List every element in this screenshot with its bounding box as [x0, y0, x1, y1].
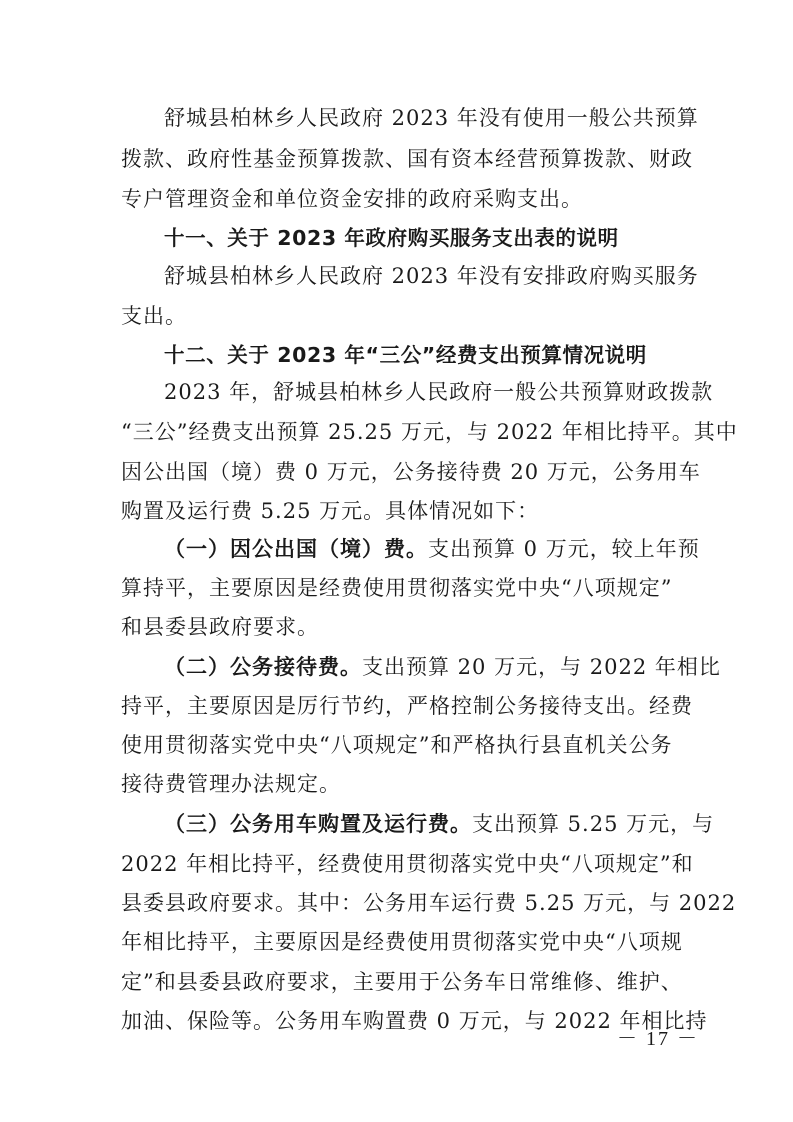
- paragraph-text: 加油、保险等。公务用车购置费 0 万元，与 2022 年相比持: [121, 1009, 708, 1033]
- paragraph-line: [164, 533, 700, 563]
- paragraph-line: [164, 808, 714, 838]
- paragraph-text: 支出预算 0 万元，较上年预: [428, 537, 700, 561]
- paragraph-text: 2023 年，舒城县柏林乡人民政府一般公共预算财政拨款: [164, 380, 714, 404]
- paragraph-text: 接待费管理办法规定。: [121, 772, 341, 796]
- paragraph-text: 算持平，主要原因是经费使用贯彻落实党中央“八项规定”: [121, 576, 673, 600]
- paragraph-text: 舒城县柏林乡人民政府 2023 年没有安排政府购买服务: [164, 264, 699, 288]
- paragraph-text: 支出预算 5.25 万元，与: [472, 812, 715, 836]
- paragraph-text: 拨款、政府性基金预算拨款、国有资本经营预算拨款、财政: [121, 147, 693, 171]
- paragraph-text: 因公出国（境）费 0 万元，公务接待费 20 万元，公务用车: [121, 460, 701, 484]
- paragraph-text: 支出预算 20 万元，与 2022 年相比: [362, 655, 721, 679]
- subsection-lead: （一）因公出国（境）费。: [164, 537, 428, 561]
- paragraph-text: 专户管理资金和单位资金安排的政府采购支出。: [121, 187, 583, 211]
- paragraph-text: 使用贯彻落实党中央“八项规定”和严格执行县直机关公务: [121, 733, 673, 757]
- paragraph-text: 2022 年相比持平，经费使用贯彻落实党中央“八项规定”和: [121, 852, 694, 876]
- page-number: － 17 －: [617, 1028, 699, 1050]
- section-heading: 十一、关于 2023 年政府购买服务支出表的说明: [164, 226, 619, 250]
- paragraph-text: 定”和县委县政府要求，主要用于公务车日常维修、维护、: [121, 970, 683, 994]
- paragraph-text: 和县委县政府要求。: [121, 615, 319, 639]
- paragraph-text: 年相比持平，主要原因是经费使用贯彻落实党中央“八项规: [121, 930, 683, 954]
- paragraph-text: “三公”经费支出预算 25.25 万元，与 2022 年相比持平。其中: [121, 420, 738, 444]
- paragraph-text: 县委县政府要求。其中：公务用车运行费 5.25 万元，与 2022: [121, 891, 737, 915]
- section-heading: 十二、关于 2023 年“三公”经费支出预算情况说明: [164, 343, 647, 367]
- paragraph-text: 持平，主要原因是厉行节约，严格控制公务接待支出。经费: [121, 694, 693, 718]
- subsection-lead: （二）公务接待费。: [164, 655, 362, 679]
- paragraph-line: [164, 651, 721, 681]
- paragraph-text: 支出。: [121, 304, 187, 328]
- subsection-lead: （三）公务用车购置及运行费。: [164, 812, 472, 836]
- paragraph-text: 舒城县柏林乡人民政府 2023 年没有使用一般公共预算: [164, 106, 699, 130]
- paragraph-text: 购置及运行费 5.25 万元。具体情况如下：: [121, 499, 540, 523]
